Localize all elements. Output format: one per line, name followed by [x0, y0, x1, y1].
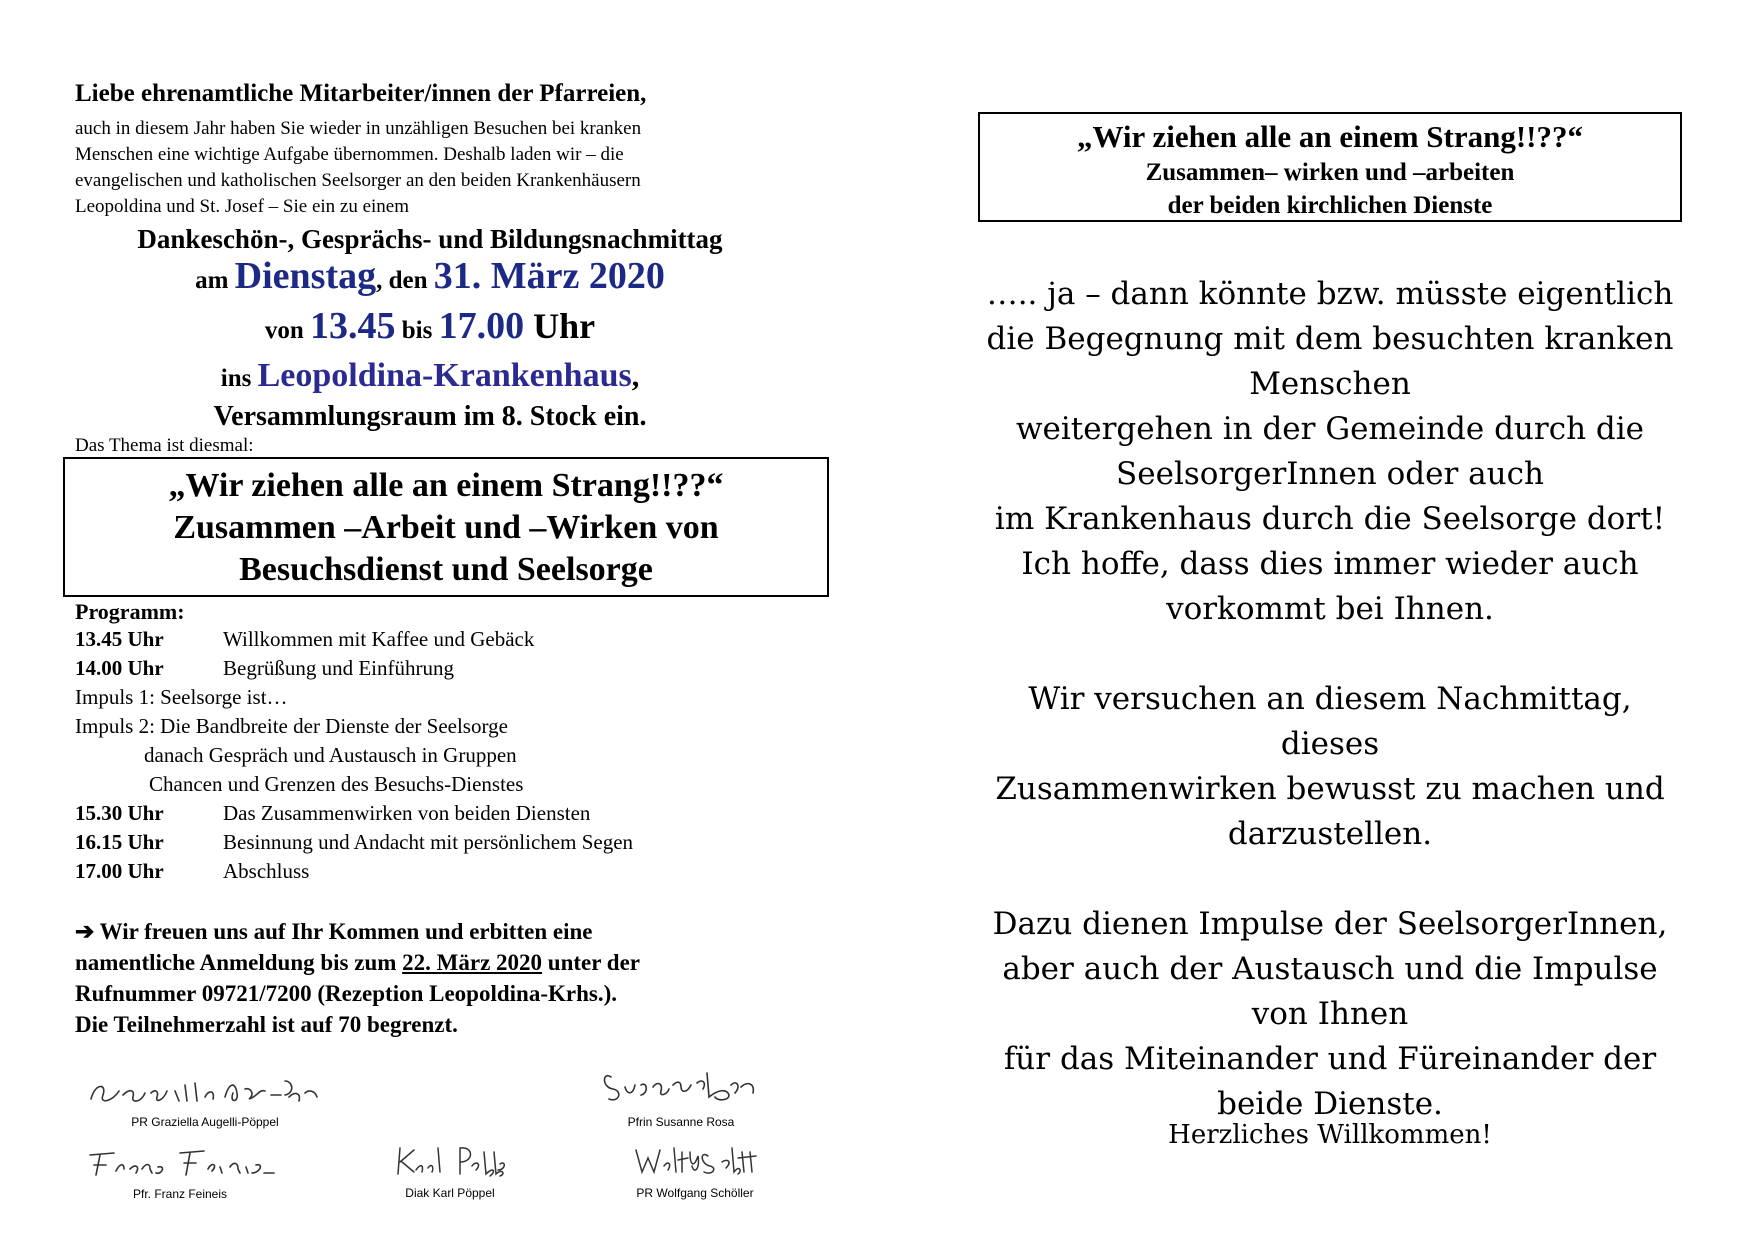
signature-name: PR Wolfgang Schöller — [636, 1186, 754, 1200]
intro-line: Menschen eine wichtige Aufgabe übernommen. Deshalb laden wir – die — [75, 144, 624, 165]
program-item: Impuls 1: Seelsorge ist… — [75, 685, 288, 709]
signature-block — [596, 1065, 766, 1129]
program-item: Impuls 2: Die Bandbreite der Dienste der Seelsorge — [75, 714, 508, 738]
greeting: Liebe ehrenamtliche Mitarbeiter/innen der Pfarreien, — [75, 80, 647, 107]
program-item: 17.00 Uhr Abschluss — [75, 859, 310, 883]
right-theme-line: „Wir ziehen alle an einem Strang!!??“ — [1076, 119, 1583, 154]
right-theme-line: der beiden kirchlichen Dienste — [1167, 192, 1493, 219]
signature-block — [610, 1142, 780, 1200]
program-item: 15.30 Uhr Das Zusammenwirken von beiden Diensten — [75, 801, 591, 825]
theme-line: Zusammen –Arbeit und –Wirken von — [173, 509, 719, 546]
signature-block — [85, 1075, 325, 1129]
right-body-text: ….. ja – dann könnte bzw. müsste eigentlich die Begegnung mit dem besuchten kranken Menschen weitergehen in der Gemeinde durch die SeelsorgerInnen oder auch im Krankenhaus durch die Seelsorge dort! Ich hoffe, dass dies immer wieder auch vorkommt bei Ihnen. Wir versuchen an diesem Nachmittag, dieses Zusammenwirken bewusst zu machen und darzustellen. Dazu dienen Impulse der SeelsorgerInnen, aber auch der Austausch und die Impulse von Ihnen für das Miteinander und Füreinander der beide Dienste. — [986, 276, 1674, 1122]
event-date: am Dienstag, den 31. März 2020 — [195, 255, 665, 297]
program-item: 13.45 Uhr Willkommen mit Kaffee und Gebäck — [75, 627, 535, 651]
theme-label: Das Thema ist diesmal: — [75, 435, 254, 456]
program-item: Chancen und Grenzen des Besuchs-Dienstes — [149, 772, 524, 796]
program-item: 16.15 Uhr Besinnung und Andacht mit persönlichem Segen — [75, 830, 634, 854]
left-column — [75, 80, 835, 1040]
handwritten-signature — [630, 1142, 760, 1180]
right-theme-line: Zusammen– wirken und –arbeiten — [1145, 159, 1515, 186]
event-place: ins Leopoldina-Krankenhaus, — [220, 357, 640, 394]
program-list — [75, 625, 835, 886]
registration-deadline: 22. März 2020 — [402, 950, 543, 975]
event-end-time: 17.00 — [438, 305, 525, 347]
program-item: 14.00 Uhr Begrüßung und Einführung — [75, 656, 454, 680]
signature-block — [80, 1145, 280, 1201]
intro-line: auch in diesem Jahr haben Sie wieder in unzähligen Besuchen bei kranken — [75, 118, 642, 139]
event-start-time: 13.45 — [310, 305, 396, 347]
theme-line: „Wir ziehen alle an einem Strang!!??“ — [168, 467, 724, 504]
handwritten-signature — [80, 1145, 280, 1181]
signature-block — [365, 1142, 535, 1200]
handwritten-signature — [601, 1065, 761, 1109]
arrow-icon: ➔ — [75, 919, 95, 944]
intro-line: evangelischen und katholischen Seelsorger an den beiden Krankenhäusern — [75, 170, 641, 191]
handwritten-signature — [85, 1075, 325, 1109]
registration-note: ➔ Wir freuen uns auf Ihr Kommen und erbitten eine namentliche Anmeldung bis zum 22. März 2020 unter der Rufnummer 09721/7200 (Rezeption Leopoldina-Krhs.). Die Teilnehmerzahl ist auf 70 begrenzt. — [75, 919, 640, 1037]
theme-line: Besuchsdienst und Seelsorge — [239, 551, 653, 588]
signature-name: PR Graziella Augelli-Pöppel — [131, 1115, 279, 1129]
theme-box — [63, 457, 829, 597]
signature-name: Diak Karl Pöppel — [405, 1186, 495, 1200]
program-item: danach Gespräch und Austausch in Gruppen — [144, 743, 517, 767]
handwritten-signature — [390, 1142, 510, 1180]
signature-name: Pfr. Franz Feineis — [132, 1187, 228, 1201]
welcome-text: Herzliches Willkommen! — [1168, 1120, 1492, 1150]
program-title: Programm: — [75, 599, 185, 624]
event-weekday: Dienstag — [234, 255, 377, 297]
event-date-value: 31. März 2020 — [433, 255, 665, 297]
intro-line: Leopoldina und St. Josef – Sie ein zu einem — [75, 196, 410, 217]
signature-name: Pfrin Susanne Rosa — [627, 1115, 735, 1129]
event-room: Versammlungsraum im 8. Stock ein. — [213, 401, 647, 432]
intro-text — [75, 116, 795, 220]
right-theme-box — [978, 112, 1682, 222]
event-place-name: Leopoldina-Krankenhaus — [257, 357, 632, 394]
event-title: Dankeschön-, Gesprächs- und Bildungsnachmittag — [137, 224, 723, 254]
event-time: von 13.45 bis 17.00 Uhr — [264, 305, 596, 347]
